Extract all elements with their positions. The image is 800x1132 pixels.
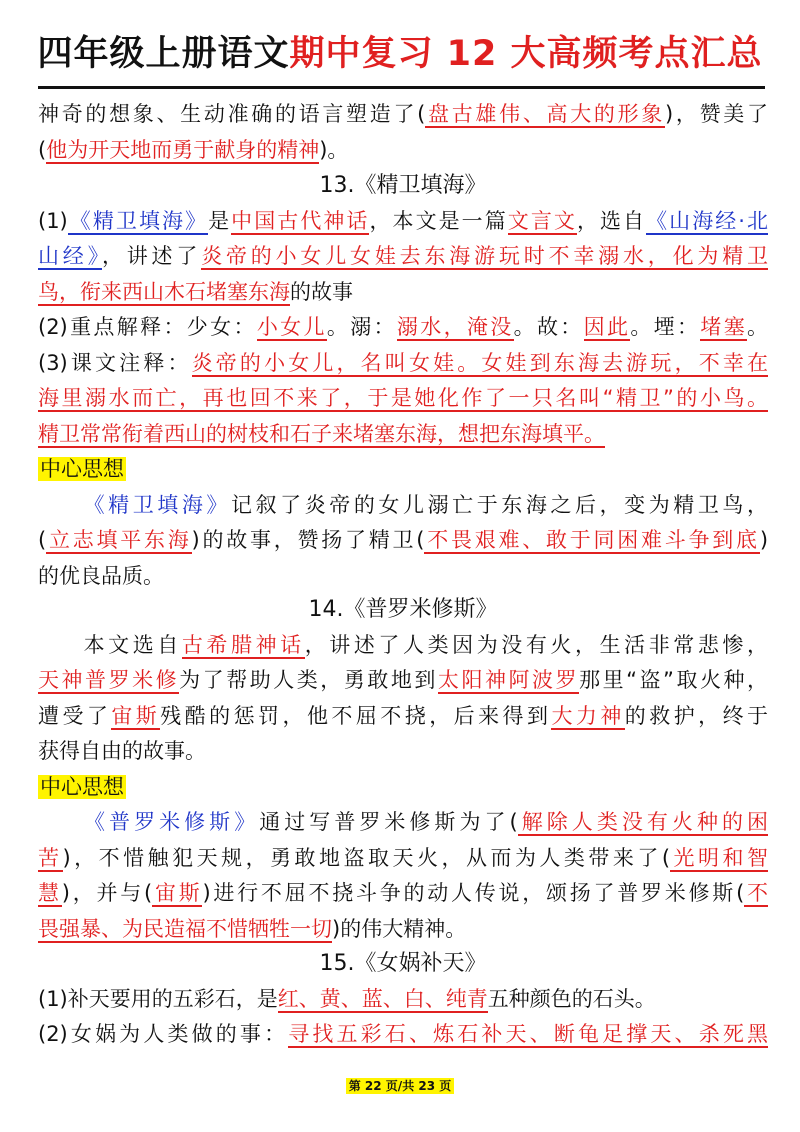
page-title (0, 28, 800, 80)
answer-text: 宙斯 (111, 703, 161, 728)
section-heading: 15.《女娲补天》 (319, 951, 487, 976)
item-line: (1)《精卫填海》是中国古代神话，本文是一篇文言文，选自《山海经·北 (38, 208, 769, 233)
answer-text: 他为开天地而勇于献身的精神 (46, 137, 320, 162)
item-line: 山经》，讲述了炎帝的小女儿女娃去东海游玩时不幸溺水，化为精卫 (38, 244, 769, 268)
item-line: (3)课文注释：炎帝的小女儿，名叫女娃。女娃到东海去游玩，不幸在 (38, 350, 769, 375)
item-line: 鸟，衔来西山木石堵塞东海的故事 (38, 279, 353, 304)
answer-text: 因此 (583, 315, 631, 339)
center-idea-line: 《精卫填海》记叙了炎帝的女儿溺亡于东海之后，变为精卫鸟， (80, 492, 768, 517)
title-black: 四年级上册语文 (37, 34, 290, 74)
center-idea-label-row (38, 770, 768, 806)
answer-text: 立志填平东海 (46, 528, 192, 552)
section-heading: 13.《精卫填海》 (319, 173, 487, 198)
section-15 (38, 946, 768, 1053)
answer-text: 大力神 (551, 703, 625, 728)
page-number: 第 22 页/共 23 页 (346, 1078, 455, 1094)
answer-text: 寻找五彩石、炼石补天、断龟足撑天、杀死黑 (288, 1022, 769, 1046)
answer-text: 盘古雄伟、高大的形象 (425, 102, 666, 126)
book-title: 《普罗米修斯》 (80, 810, 260, 834)
body-line: 天神普罗米修为了帮助人类，勇敢地到太阳神阿波罗那里“盗”取火种， (38, 668, 769, 692)
answer-text: 堵塞 (700, 315, 748, 339)
answer-text: 鸟，衔来西山木石堵塞东海 (38, 279, 290, 304)
item-line: (2)女娲为人类做的事：寻找五彩石、炼石补天、断龟足撑天、杀死黑 (38, 1022, 769, 1046)
intro-line: 神奇的想象、生动准确的语言塑造了(盘古雄伟、高大的形象)，赞美了 (38, 102, 768, 126)
answer-text: 光明和智 (670, 845, 769, 870)
intro-line: (他为开天地而勇于献身的精神)。 (38, 137, 349, 162)
answer-text: 不畏艰难、敢于同困难斗争到底 (424, 528, 760, 552)
answer-text: 畏强暴、为民造福不惜牺牲一切 (38, 916, 332, 941)
answer-text: 红、黄、蓝、白、纯青 (277, 986, 488, 1011)
answer-text: 溺水，淹没 (396, 315, 514, 339)
body-line: 获得自由的故事。 (38, 739, 206, 763)
body-line: 本文选自古希腊神话，讲述了人类因为没有火，生活非常悲惨， (80, 632, 769, 657)
item-line (38, 417, 768, 453)
title-red: 期中复习 12 大高频考点汇总 (289, 34, 763, 74)
answer-text: 小女儿 (256, 315, 327, 339)
section-heading: 14.《普罗米修斯》 (308, 597, 498, 622)
center-idea-line: 的优良品质。 (38, 563, 164, 588)
item-line (38, 381, 768, 417)
answer-text: 精卫常常衔着西山的树枝和石子来堵塞东海，想把东海填平。 (38, 421, 605, 446)
center-idea-line: 苦)，不惜触犯天规，勇敢地盗取天火，从而为人类带来了(光明和智 (38, 845, 769, 870)
center-idea-line: 慧)，并与(宙斯)进行不屈不挠斗争的动人传说，颂扬了普罗米修斯(不 (38, 881, 769, 905)
center-idea-line: (立志填平东海)的故事，赞扬了精卫(不畏艰难、敢于同困难斗争到底) (38, 528, 769, 552)
answer-text: 中国古代神话 (231, 208, 370, 233)
answer-text: 太阳神阿波罗 (437, 668, 580, 692)
answer-text: 古希腊神话 (181, 632, 305, 657)
answer-text: 海里溺水而亡，再也回不来了，于是她化作了一只名叫“精卫”的小鸟。 (38, 386, 768, 410)
book-title: 《精卫填海》 (67, 208, 209, 233)
item-line: (2)重点解释：少女：小女儿。溺：溺水，淹没。故：因此。堙：堵塞。 (38, 315, 769, 339)
book-title: 《精卫填海》 (80, 492, 231, 517)
center-idea-label: 中心思想 (40, 774, 124, 799)
book-title: 山经》 (38, 244, 102, 268)
intro-paragraph (38, 97, 768, 168)
answer-text: 天神普罗米修 (38, 668, 180, 692)
center-idea-label: 中心思想 (40, 457, 124, 481)
body-line: 遭受了宙斯残酷的惩罚，他不屈不挠，后来得到大力神的救护，终于 (38, 703, 769, 728)
answer-text: 炎帝的小女儿女娃去东海游玩时不幸溺水，化为精卫 (201, 244, 769, 268)
section-14 (38, 592, 768, 947)
book-title: 《山海经·北 (646, 208, 769, 233)
center-idea-line: 《普罗米修斯》通过写普罗米修斯为了(解除人类没有火种的困 (80, 810, 769, 834)
answer-text: 文言文 (507, 208, 577, 233)
center-idea-label-row (38, 452, 768, 488)
section-13 (38, 168, 768, 594)
item-line: (1)补天要用的五彩石，是红、黄、蓝、白、纯青五种颜色的石头。 (38, 986, 656, 1011)
answer-text: 宙斯 (152, 881, 203, 905)
page-footer (0, 1078, 800, 1094)
answer-text: 慧 (38, 881, 62, 905)
answer-text: 解除人类没有火种的困 (517, 810, 769, 834)
answer-text: 苦 (38, 845, 63, 870)
center-idea-line: 畏强暴、为民造福不惜牺牲一切)的伟大精神。 (38, 916, 467, 941)
answer-text: 不 (744, 881, 769, 905)
title-underline (38, 86, 765, 89)
answer-text: 炎帝的小女儿，名叫女娃。女娃到东海去游玩，不幸在 (191, 350, 769, 375)
